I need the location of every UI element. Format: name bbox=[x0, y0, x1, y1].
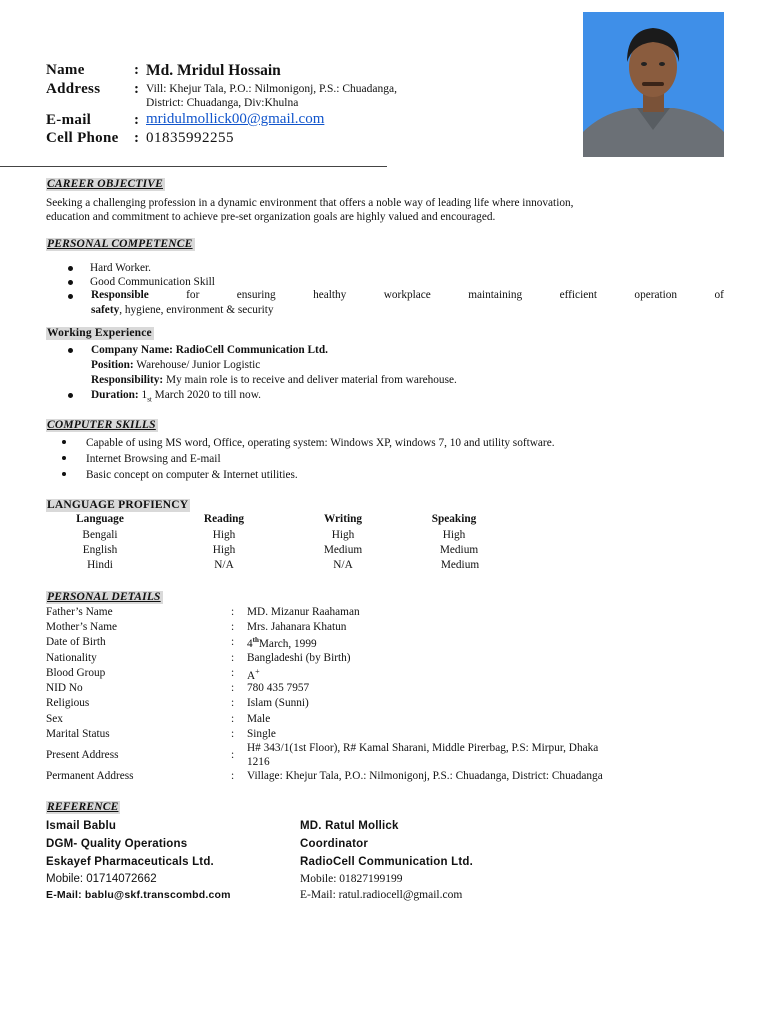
word: for bbox=[186, 289, 200, 301]
address-label: Address bbox=[46, 81, 101, 97]
language-proficiency-heading: LANGUAGE PROFIENCY bbox=[47, 499, 189, 511]
blood-type: A bbox=[247, 669, 256, 682]
bullet-icon bbox=[68, 294, 73, 299]
colon: : bbox=[231, 621, 235, 633]
colon: : bbox=[231, 770, 235, 782]
nationality-label: Nationality bbox=[46, 652, 97, 664]
ref2-name: MD. Ratul Mollick bbox=[300, 820, 399, 832]
table-cell: Bengali bbox=[82, 529, 118, 541]
table-cell: Medium bbox=[323, 544, 363, 556]
duration-day: 1 bbox=[138, 389, 148, 401]
father-name-value: MD. Mizanur Raahaman bbox=[247, 606, 360, 618]
father-name-label: Father’s Name bbox=[46, 606, 113, 618]
blood-group-value bbox=[247, 667, 260, 682]
colon: : bbox=[231, 682, 235, 694]
mother-name-value: Mrs. Jahanara Khatun bbox=[247, 621, 347, 633]
position-label: Position: bbox=[91, 359, 134, 371]
company-value: : RadioCell Communication Ltd. bbox=[169, 344, 328, 356]
ref2-org: RadioCell Communication Ltd. bbox=[300, 856, 473, 868]
ref2-title: Coordinator bbox=[300, 838, 368, 850]
computer-item-1: Capable of using MS word, Office, operating system: Windows XP, windows 7, 10 and utility software. bbox=[86, 437, 555, 449]
ref1-title: DGM- Quality Operations bbox=[46, 838, 188, 850]
computer-skills-heading: COMPUTER SKILLS bbox=[47, 419, 156, 431]
duration-suffix: st bbox=[147, 395, 152, 404]
competence-item-3-line-2 bbox=[91, 303, 274, 317]
colon: : bbox=[231, 652, 235, 664]
ref1-mobile: Mobile: 01714072662 bbox=[46, 873, 157, 885]
dob-day: 4 bbox=[247, 637, 253, 650]
word: maintaining bbox=[468, 289, 523, 301]
blood-rh: + bbox=[255, 667, 260, 676]
phone-colon: : bbox=[134, 130, 139, 146]
colon: : bbox=[231, 667, 235, 679]
present-address-label: Present Address bbox=[46, 749, 119, 761]
competence-item-3-line-1 bbox=[91, 289, 724, 301]
word: Responsible bbox=[91, 289, 149, 301]
computer-item-2: Internet Browsing and E-mail bbox=[86, 453, 221, 465]
bullet-icon bbox=[68, 348, 73, 353]
colon: : bbox=[231, 728, 235, 740]
permanent-address-label: Permanent Address bbox=[46, 770, 134, 782]
word: healthy bbox=[313, 289, 347, 301]
bullet-icon bbox=[68, 393, 73, 398]
duration-label: Duration: bbox=[91, 389, 139, 401]
permanent-address-value: Village: Khejur Tala, P.O.: Nilmonigonj, P.S.: Chuadanga, District: Chuadanga bbox=[247, 770, 603, 782]
sex-value: Male bbox=[247, 713, 271, 725]
table-cell: Hindi bbox=[87, 559, 113, 571]
table-cell: High bbox=[331, 529, 355, 541]
religious-value: Islam (Sunni) bbox=[247, 697, 309, 709]
company-row bbox=[91, 343, 328, 357]
reference-heading: REFERENCE bbox=[47, 801, 119, 813]
bullet-icon bbox=[68, 266, 73, 271]
dob-rest: March, 1999 bbox=[258, 637, 317, 650]
colon: : bbox=[231, 749, 235, 761]
table-cell: High bbox=[212, 529, 236, 541]
reading-col-header: Reading bbox=[203, 513, 245, 525]
competence-item-1: Hard Worker. bbox=[90, 262, 151, 274]
dob-value bbox=[247, 636, 317, 650]
competence-item-2: Good Communication Skill bbox=[90, 276, 215, 288]
position-row bbox=[91, 358, 260, 372]
safety-word: safety bbox=[91, 304, 120, 316]
bullet-icon bbox=[62, 440, 66, 444]
computer-item-3: Basic concept on computer & Internet utilities. bbox=[86, 469, 298, 481]
colon: : bbox=[231, 697, 235, 709]
bullet-icon bbox=[62, 456, 66, 460]
career-objective-line-1: Seeking a challenging profession in a dynamic environment that offers a noble way of leading life where innovation, bbox=[46, 197, 574, 209]
responsibility-label: Responsibility: bbox=[91, 374, 164, 386]
ref1-org: Eskayef Pharmaceuticals Ltd. bbox=[46, 856, 214, 868]
career-objective-line-2: education and commitment to achieve pre-set organization goals are highly valued and encouraged. bbox=[46, 211, 496, 223]
name-label: Name bbox=[46, 62, 85, 78]
word: workplace bbox=[383, 289, 431, 301]
ref2-email: E-Mail: ratul.radiocell@gmail.com bbox=[300, 889, 463, 901]
marital-status-label: Marital Status bbox=[46, 728, 110, 740]
ref1-name: Ismail Bablu bbox=[46, 820, 117, 832]
position-value: Warehouse/ Junior Logistic bbox=[133, 359, 261, 371]
duration-rest: March 2020 to till now. bbox=[151, 389, 261, 401]
profile-photo bbox=[583, 12, 724, 157]
personal-details-heading: PERSONAL DETAILS bbox=[47, 591, 161, 603]
word: ensuring bbox=[236, 289, 276, 301]
address-line-1: Vill: Khejur Tala, P.O.: Nilmonigonj, P.S.: Chuadanga, bbox=[146, 83, 397, 95]
header-divider bbox=[0, 166, 387, 167]
responsibility-value: My main role is to receive and deliver material from warehouse. bbox=[163, 374, 457, 386]
dob-label: Date of Birth bbox=[46, 636, 106, 648]
table-cell: High bbox=[212, 544, 236, 556]
bullet-icon bbox=[68, 280, 73, 285]
email-link[interactable]: mridulmollick00@gmail.com bbox=[146, 111, 325, 127]
table-cell: High bbox=[442, 529, 466, 541]
colon: : bbox=[231, 636, 235, 648]
word: of bbox=[714, 289, 724, 301]
name-colon: : bbox=[134, 62, 139, 78]
table-cell: Medium bbox=[439, 544, 479, 556]
present-address-line-1: H# 343/1(1st Floor), R# Kamal Sharani, Middle Pirerbag, P.S: Mirpur, Dhaka bbox=[247, 742, 599, 754]
religious-label: Religious bbox=[46, 697, 90, 709]
language-col-header: Language bbox=[76, 513, 124, 525]
person-icon bbox=[583, 12, 724, 157]
table-cell: English bbox=[82, 544, 118, 556]
word: operation bbox=[634, 289, 678, 301]
table-cell: N/A bbox=[333, 559, 353, 571]
marital-status-value: Single bbox=[247, 728, 276, 740]
ref1-email: E-Mail: bablu@skf.transcombd.com bbox=[46, 889, 231, 901]
phone-number: 01835992255 bbox=[146, 130, 234, 146]
email-label: E-mail bbox=[46, 112, 92, 128]
dob-suffix: th bbox=[252, 636, 259, 644]
personal-competence-heading: PERSONAL COMPETENCE bbox=[47, 238, 193, 250]
colon: : bbox=[231, 713, 235, 725]
address-line-2: District: Chuadanga, Div:Khulna bbox=[146, 97, 299, 109]
working-experience-heading: Working Experience bbox=[47, 327, 152, 339]
duration-row bbox=[91, 388, 261, 406]
address-colon: : bbox=[134, 81, 139, 97]
bullet-icon bbox=[62, 472, 66, 476]
writing-col-header: Writing bbox=[323, 513, 363, 525]
responsibility-row bbox=[91, 373, 457, 387]
sex-label: Sex bbox=[46, 713, 63, 725]
mother-name-label: Mother’s Name bbox=[46, 621, 118, 633]
nationality-value: Bangladeshi (by Birth) bbox=[247, 652, 351, 664]
blood-group-label: Blood Group bbox=[46, 667, 106, 679]
table-cell: N/A bbox=[214, 559, 234, 571]
nid-value: 780 435 7957 bbox=[247, 682, 310, 694]
ref2-mobile: Mobile: 01827199199 bbox=[300, 873, 403, 885]
candidate-name: Md. Mridul Hossain bbox=[146, 62, 281, 79]
career-objective-heading: CAREER OBJECTIVE bbox=[47, 178, 164, 190]
speaking-col-header: Speaking bbox=[431, 513, 477, 525]
colon: : bbox=[231, 606, 235, 618]
email-colon: : bbox=[134, 112, 139, 128]
nid-label: NID No bbox=[46, 682, 83, 694]
phone-label: Cell Phone bbox=[46, 130, 119, 146]
word: efficient bbox=[559, 289, 598, 301]
table-cell: Medium bbox=[440, 559, 480, 571]
present-address-line-2: 1216 bbox=[247, 756, 270, 768]
company-label: Company Name bbox=[91, 344, 170, 356]
email-link-wrap bbox=[146, 111, 324, 128]
competence-item-3-rest: , hygiene, environment & security bbox=[119, 304, 274, 316]
